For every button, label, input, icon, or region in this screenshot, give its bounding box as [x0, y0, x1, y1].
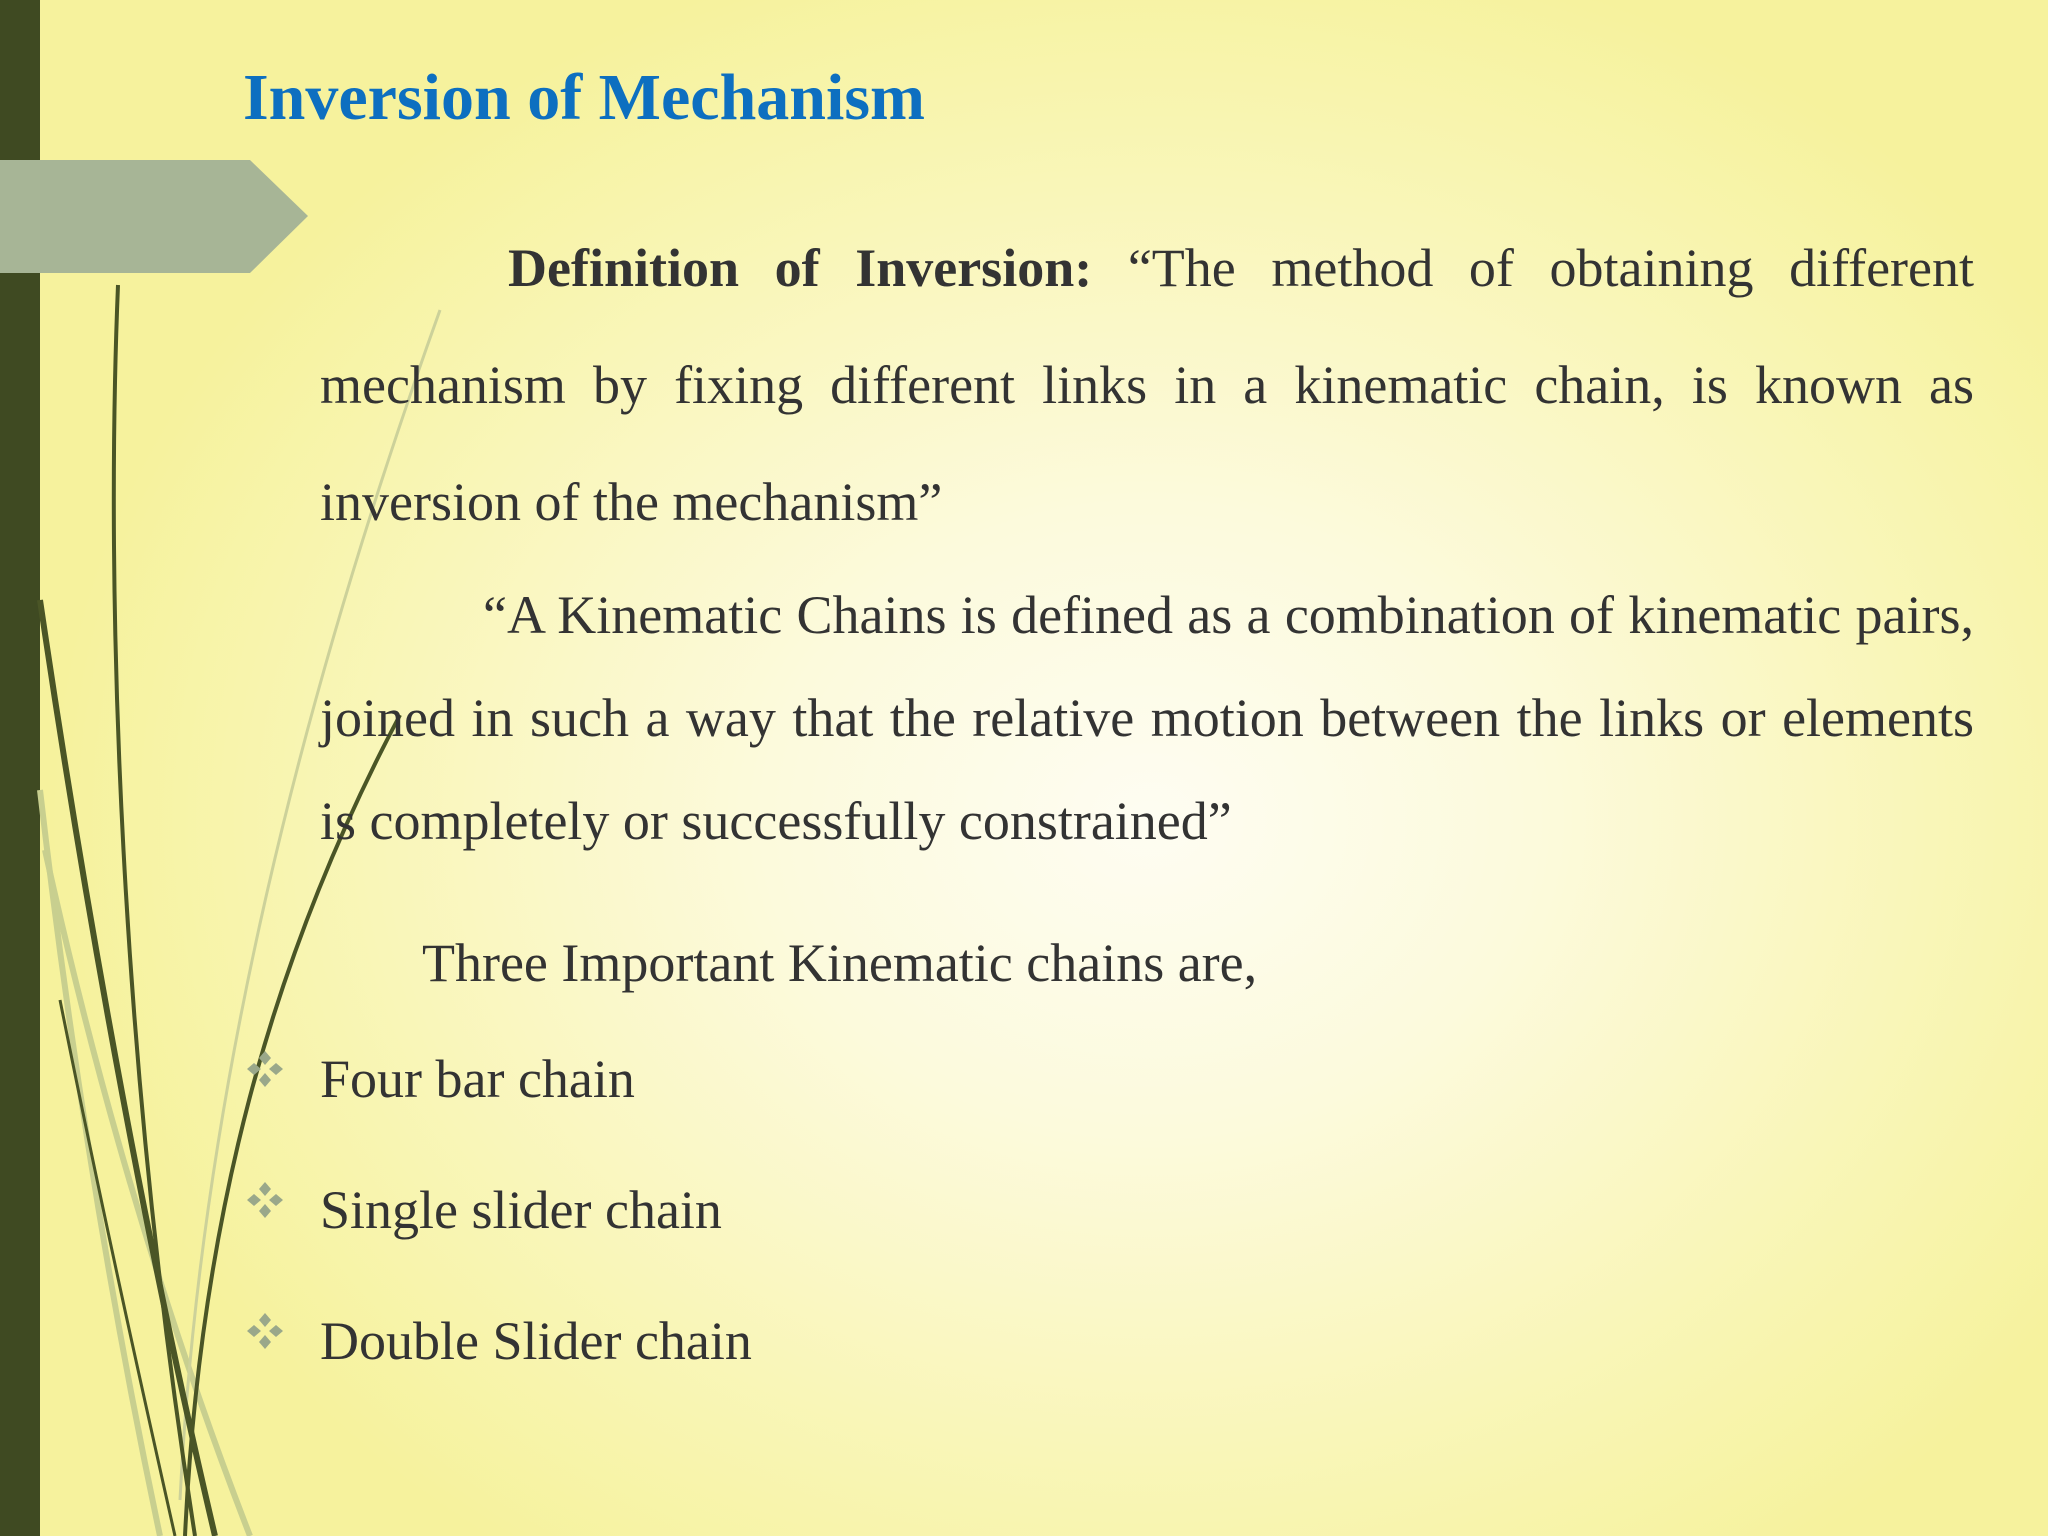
four-diamond-bullet-icon — [245, 1180, 285, 1220]
definition-paragraph — [320, 210, 1974, 561]
definition-text: “The method of obtaining different mechanism by fixing different links in a kinematic chain, is known as inversion of the mechanism” — [320, 238, 1975, 532]
arrow-tab-decoration — [0, 160, 308, 273]
four-diamond-bullet-icon — [245, 1049, 285, 1089]
curve-dark-1 — [40, 600, 215, 1536]
chains-intro: Three Important Kinematic chains are, — [422, 933, 1258, 993]
chain-item-label: Single slider chain — [320, 1180, 722, 1240]
curve-light-2 — [45, 850, 250, 1536]
slide-content — [320, 210, 1974, 993]
curve-light-1 — [40, 790, 160, 1536]
curve-dark-2 — [114, 285, 195, 1536]
slide-title: Inversion of Mechanism — [243, 61, 925, 134]
definition-label: Definition of Inversion: — [508, 238, 1093, 298]
four-diamond-bullet-icon — [245, 1311, 285, 1351]
chain-item-label: Double Slider chain — [320, 1311, 752, 1371]
curve-dark-4 — [60, 1000, 175, 1536]
kinematic-chain-definition: “A Kinematic Chains is defined as a combination of kinematic pairs, joined in such a way that the relative motion between the links or elements is completely or successfully constrained” — [320, 585, 1974, 851]
chain-item-label: Four bar chain — [320, 1049, 635, 1109]
